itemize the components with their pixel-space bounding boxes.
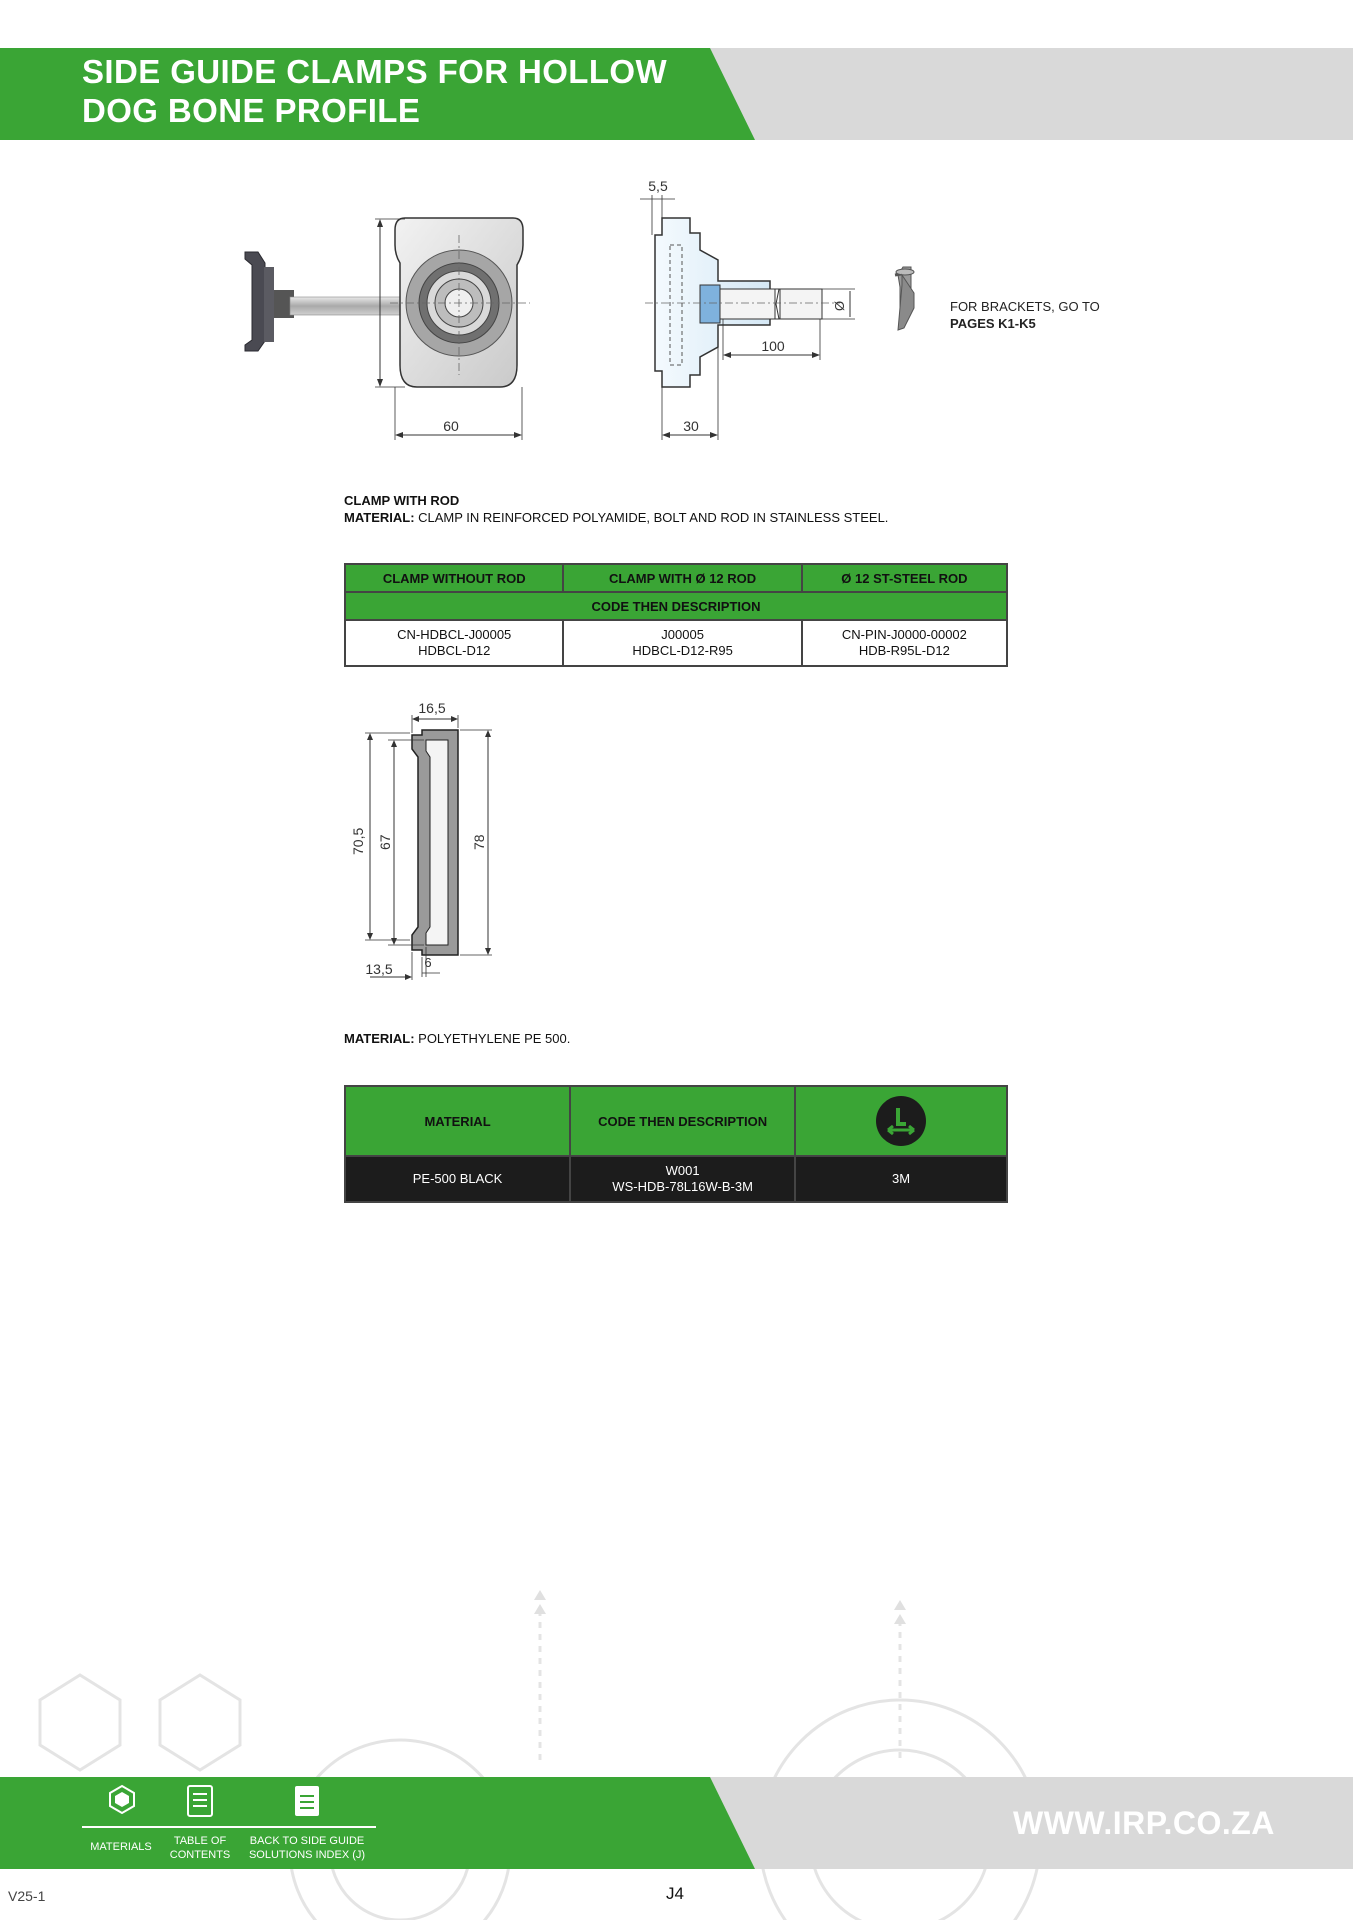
table-cell: CN-HDBCL-J00005 HDBCL-D12 — [345, 620, 563, 666]
clamp-code-table — [344, 563, 1008, 667]
col-header: CLAMP WITHOUT ROD — [345, 564, 563, 592]
nav-label: BACK TO SIDE GUIDE SOLUTIONS INDEX (J) — [248, 1835, 366, 1861]
bracket-note-line1: FOR BRACKETS, GO TO — [950, 299, 1100, 314]
profile-code-table — [344, 1085, 1008, 1203]
page-title — [82, 52, 667, 130]
title-line-1: SIDE GUIDE CLAMPS FOR HOLLOW — [82, 53, 668, 90]
clamp-front-view — [375, 218, 530, 455]
dim-top-label: 5,5 — [648, 178, 668, 194]
material-label: MATERIAL: — [344, 510, 415, 525]
document-icon — [293, 1784, 321, 1818]
dim-depth-label: 30 — [683, 418, 699, 434]
dim-rod-dia-label: Ø — [832, 300, 847, 311]
clamp-side-view — [640, 178, 855, 440]
version-label: V25-1 — [8, 1888, 46, 1904]
clamp-caption-title: CLAMP WITH ROD — [344, 493, 460, 508]
footer-divider — [82, 1826, 376, 1828]
table-cell: CN-PIN-J0000-00002 HDB-R95L-D12 — [802, 620, 1007, 666]
subheader: CODE THEN DESCRIPTION — [345, 592, 1007, 620]
table-cell: 3M — [795, 1156, 1007, 1202]
table-cell: W001 WS-HDB-78L16W-B-3M — [570, 1156, 795, 1202]
bracket-note-link[interactable]: PAGES K1-K5 — [950, 316, 1036, 331]
dim-width-label: 60 — [443, 418, 459, 434]
bracket-icon — [895, 267, 914, 330]
bracket-note — [950, 298, 1100, 332]
material-label: MATERIAL: — [344, 1031, 415, 1046]
dim-top-label: 16,5 — [418, 700, 446, 716]
col-header: CODE THEN DESCRIPTION — [570, 1086, 795, 1156]
website-link[interactable]: WWW.IRP.CO.ZA — [1013, 1805, 1275, 1841]
profile-caption — [344, 1030, 570, 1047]
materials-icon — [107, 1784, 137, 1814]
material-text: POLYETHYLENE PE 500. — [414, 1031, 571, 1046]
col-header: Ø 12 ST-STEEL ROD — [802, 564, 1007, 592]
nav-label: TABLE OF CONTENTS — [169, 1835, 231, 1861]
table-row — [345, 620, 1007, 666]
table-row — [345, 1156, 1007, 1202]
dim-outer-label: 70,5 — [350, 827, 366, 855]
material-text: CLAMP IN REINFORCED POLYAMIDE, BOLT AND ROD IN STAINLESS STEEL. — [414, 510, 889, 525]
table-cell: PE-500 BLACK — [345, 1156, 570, 1202]
col-header: CLAMP WITH Ø 12 ROD — [563, 564, 801, 592]
length-icon — [876, 1096, 926, 1146]
dim-inner-label: 67 — [377, 834, 393, 850]
profile-technical-drawing — [340, 695, 510, 985]
title-line-2: DOG BONE PROFILE — [82, 92, 421, 129]
dim-slot-label: 6 — [424, 955, 432, 970]
dim-height-label: 78 — [471, 834, 487, 850]
dim-rod-length-label: 100 — [761, 338, 785, 354]
dim-bottom-label: 13,5 — [365, 961, 393, 977]
background-decoration — [0, 1580, 1353, 1920]
page-number: J4 — [666, 1884, 684, 1903]
document-icon — [186, 1784, 214, 1818]
col-header: MATERIAL — [345, 1086, 570, 1156]
nav-label: MATERIALS — [90, 1841, 152, 1853]
clamp-caption — [344, 492, 888, 526]
table-cell: J00005 HDBCL-D12-R95 — [563, 620, 801, 666]
col-header-length — [795, 1086, 1007, 1156]
